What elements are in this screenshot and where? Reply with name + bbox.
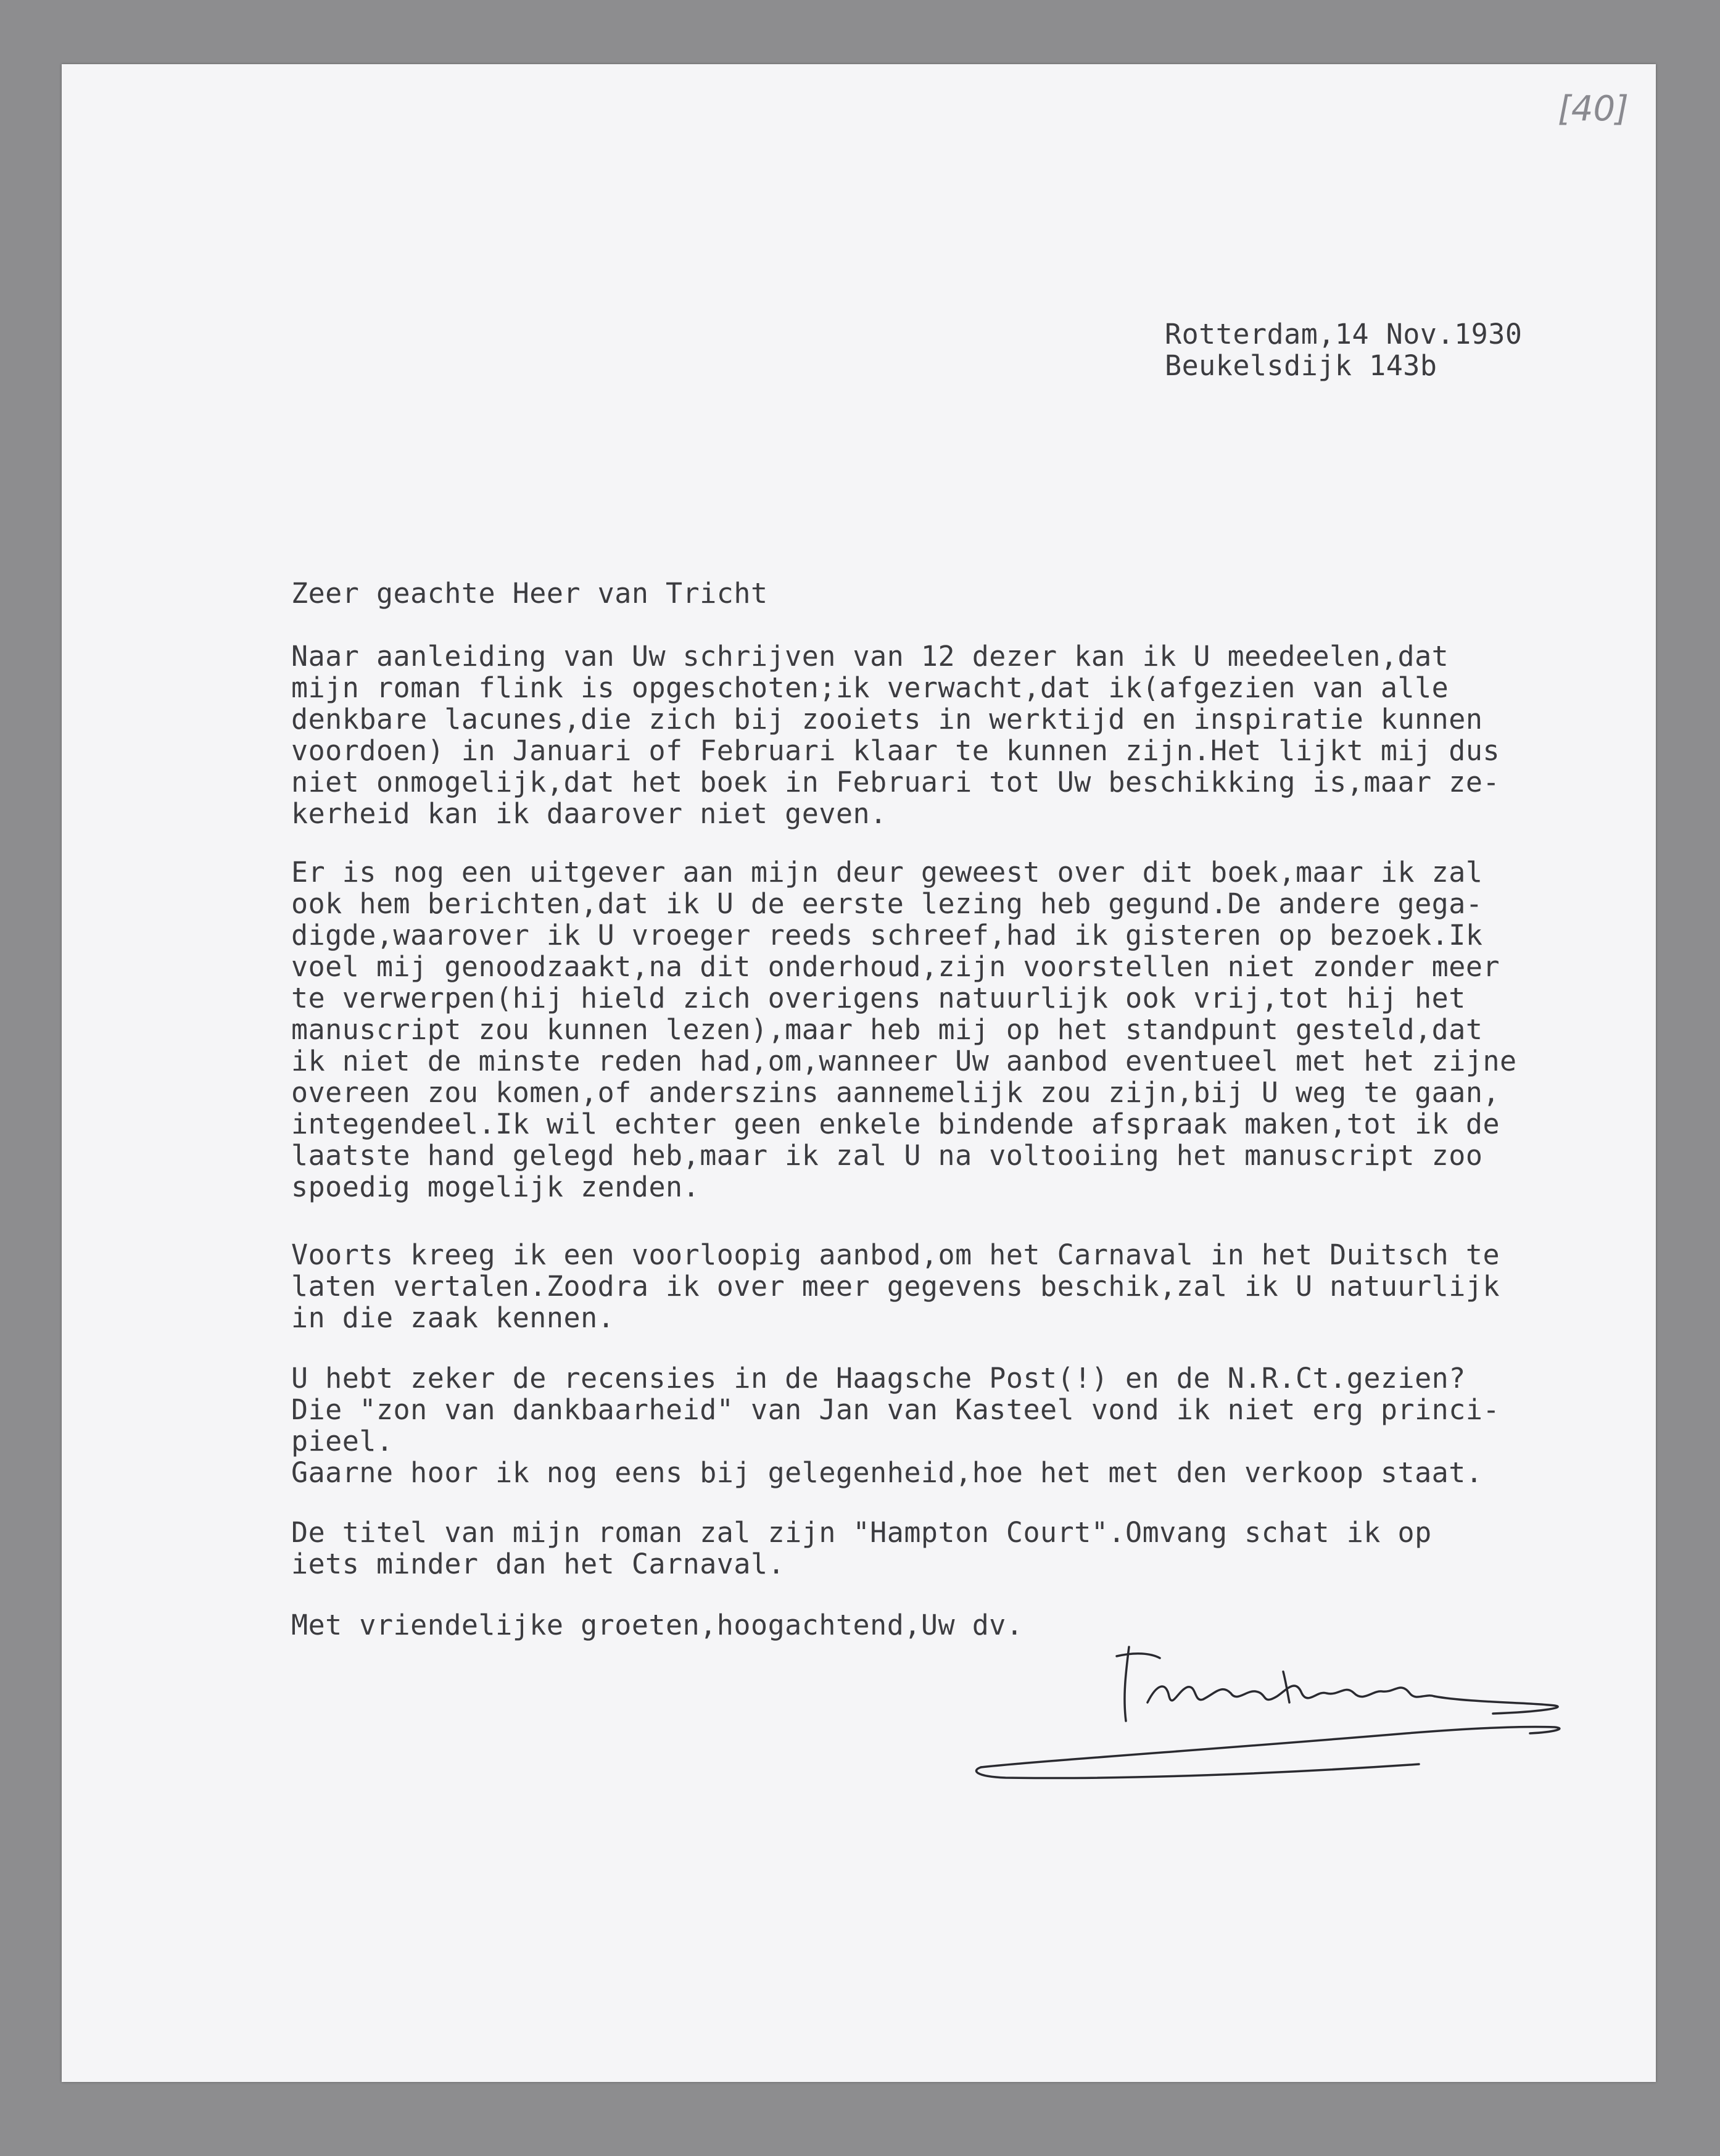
handwritten-signature [913, 1635, 1592, 1807]
letter-place-date: Rotterdam,14 Nov.1930 [1165, 318, 1523, 350]
letter-paragraph: Naar aanleiding van Uw schrijven van 12 dezer kan ik U meedeelen,dat mijn roman flink is opgeschoten;ik verwacht,dat ik(afgezien van alle denkbare lacunes,die zich bij zooiets in werktijd en inspiratie kunnen voordoen) in Januari of Februari klaar te kunnen zijn.Het lijkt mij dus niet onmogelijk,dat het boek in Februari tot Uw beschikking is,maar ze- kerheid kan ik daarover niet geven. [291, 640, 1500, 830]
letter-sheet [62, 64, 1656, 2082]
letter-closing: Met vriendelijke groeten,hoogachtend,Uw dv. [291, 1609, 1023, 1641]
letter-paragraph: Er is nog een uitgever aan mijn deur geweest over dit boek,maar ik zal ook hem berichten,dat ik U de eerste lezing heb gegund.De andere gega- digde,waarover ik U vroeger reeds schreef,had ik gisteren op bezoek.Ik voel mij genoodzaakt,na dit onderhoud,zijn voorstellen niet zonder meer te verwerpen(hij hield zich overigens natuurlijk ook vrij,tot hij het manuscript zou kunnen lezen),maar heb mij op het standpunt gesteld,dat ik niet de minste reden had,om,wanneer Uw aanbod eventueel met het zijne overeen zou komen,of anderszins aannemelijk zou zijn,bij U weg te gaan, integendeel.Ik wil echter geen enkele bindende afspraak maken,tot ik de laatste hand gelegd heb,maar ik zal U na voltooiing het manuscript zoo spoedig mogelijk zenden. [291, 856, 1517, 1203]
archive-number: [40] [1558, 89, 1629, 129]
letter-salutation: Zeer geachte Heer van Tricht [291, 577, 768, 610]
letter-paragraph: Voorts kreeg ik een voorloopig aanbod,om het Carnaval in het Duitsch te laten vertalen.Zoodra ik over meer gegevens beschik,zal ik U natuurlijk in die zaak kennen. [291, 1238, 1500, 1334]
letter-paragraph: U hebt zeker de recensies in de Haagsche Post(!) en de N.R.Ct.gezien? Die "zon van dankbaarheid" van Jan van Kasteel vond ik niet erg princi- pieel. Gaarne hoor ik nog eens bij gelegenheid,hoe het met den verkoop staat. [291, 1362, 1500, 1489]
letter-paragraph: De titel van mijn roman zal zijn "Hampton Court".Omvang schat ik op iets minder dan het Carnaval. [291, 1516, 1432, 1580]
letter-address: Beukelsdijk 143b [1165, 349, 1437, 382]
